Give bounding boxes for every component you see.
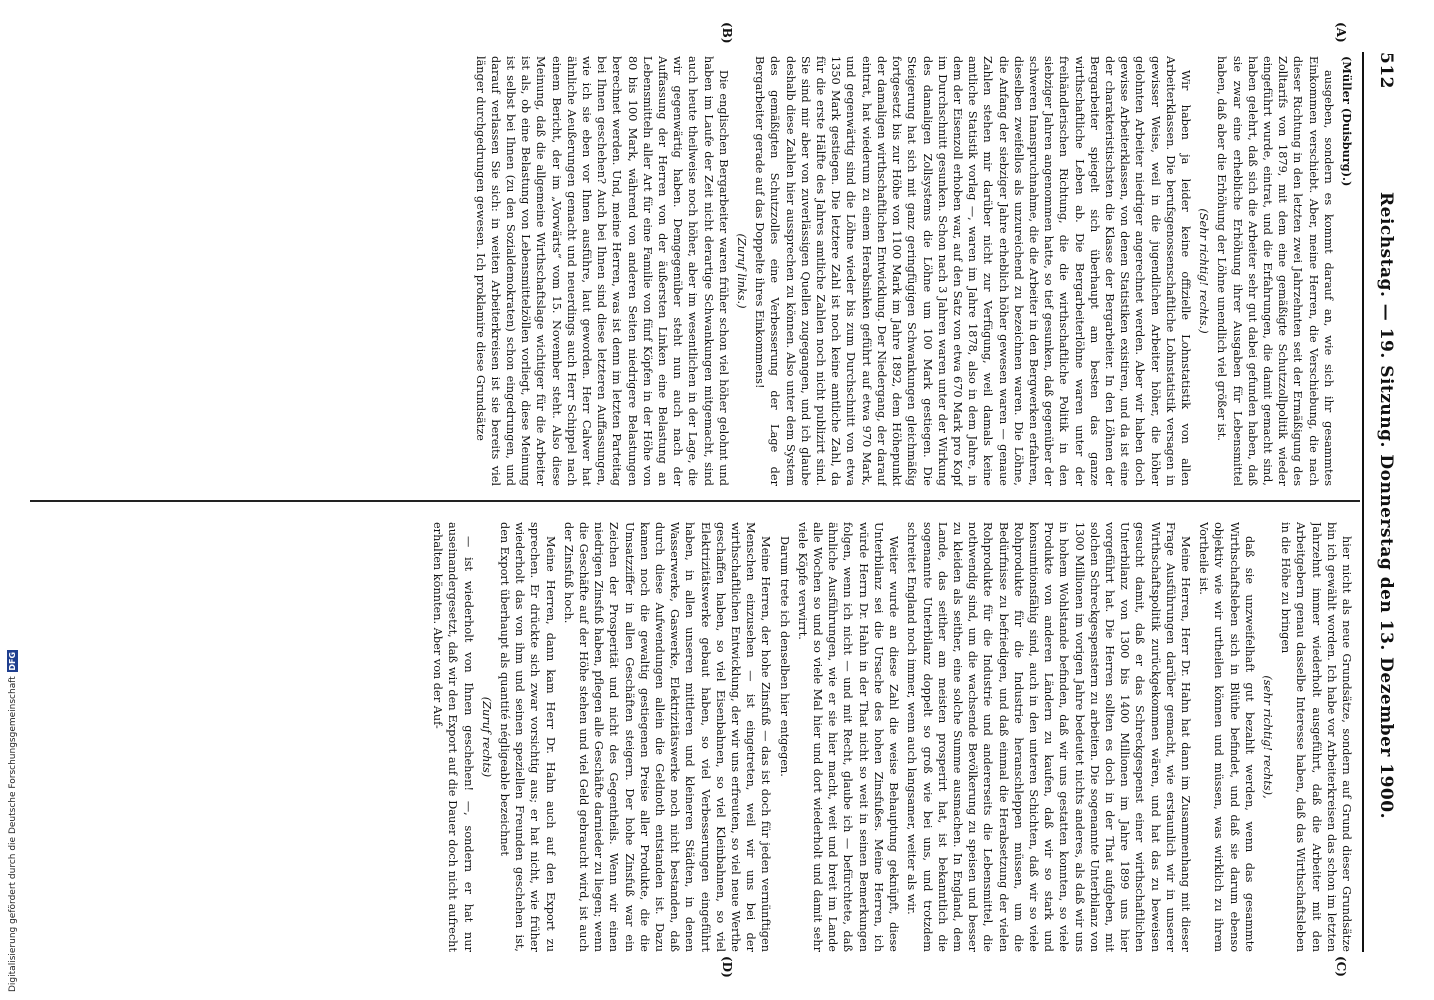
speaker-line: (Müller (Duisburg).) xyxy=(1340,56,1354,187)
paragraph: Wir haben ja leider keine offizielle Lohnstatistik von allen Arbeiterklassen. Die berufsgenossenschaftliche Lohnstatistik versagen in gewisser Weise, weil in die jugendlichen Arbeiter höher, die höher gelohnten Arbeiter niedriger angerechnet werden. Aber wir haben doch gewisse Arbeiterklassen, von denen Statistiken existiren, und da ist eine der charakteristischsten die Klasse der Bergarbeiter. In den Löhnen der Bergarbeiter spiegelt sich überhaupt am besten das ganze wirthschaftliche Leben ab. Die Bergarbeiterlöhne waren unter der freihändlerischen Richtung, die die wirthschaftliche Politik in den siebziger Jahren angenommen hatte, so tief gesunken, daß gegenüber der schweren Inanspruchnahme, die die Arbeiter in den Bergwerken erfahren, dieselben zweifellos als unzureichend zu bezeichnen waren. Die Löhne, die Anfang der siebziger Jahre erheblich höher gewesen waren — genaue Zahlen stehen mir darüber nicht zur Verfügung, weil damals keine amtliche Statistik vorlag —, waren im Jahre 1878, also in dem Jahre, in dem der Eisenzoll erhoben war, auf den Satz von etwa 670 Mark pro Kopf im Durchschnitt gesunken. Schon nach 3 Jahren waren unter der Wirkung des damaligen Zollsystems die Löhne um 100 Mark gestiegen. Die Steigerung hat sich mit ganz geringfügigen Schwankungen gleichmäßig fortgesetzt bis zur Höhe von 1100 Mark im Jahre 1892, dem Höhepunkt der damaligen wirthschaftlichen Entwicklung. Der Niedergang, der darauf eintrat, hat wiederum zu einem Herabsinken geführt auf etwa 970 Mark, und gegenwärtig sind die Löhne wieder bis zum Durchschnitt von etwa 1350 Mark gestiegen. Die letztere Zahl ist noch keine amtliche Zahl, da für die erste Hälfte des Jahres amtliche Zahlen noch nicht publizirt sind. Sie sind mir aber von zuverlässigen Quellen zugegangen, und ich glaube deshalb diese Zahlen hier aussprechen zu können. Also unter dem System des gemäßigten Schutzzolles eine Verbesserung der Lage der Bergarbeiter gerade auf das Doppelte ihres Einkommens! xyxy=(753,56,1192,486)
paragraph: Weiter wurde an diese Zahl die weise Behauptung geknüpft, diese Unterbilanz sei die Ursache des hohen Zinsfußes. Meine Herren, ich würde Herrn Dr. Hahn in der That nicht so weit in seinen Bemerkungen folgen, wenn ich nicht — und mit Recht, glaube ich — befürchtete, daß ähnliche Ausführungen, wie er sie hier macht, weit und breit im Lande alle Wochen so und so viele Mal hier und dort wiederholt und damit sehr viele Köpfe verwirrt. xyxy=(795,522,901,952)
paragraph: — ist wiederholt von Ihnen geschehen! —, sondern er hat nur auseinandergesetzt, daß wir den Export auf die Dauer doch nicht aufrecht erhalten könnten. Aber von der Auf- xyxy=(431,522,475,952)
paragraph: Die englischen Bergarbeiter waren früher schon viel höher gelohnt und haben im Laufe der Zeit nicht derartige Schwankungen mitgemacht, sind auch heute theilweise noch höher, aber im wesentlichen in der Lage, die wir gegenwärtig haben. Demgegenüber steht nun auch nach der Auffassung der Herren von der äußersten Linken eine Belastung an Lebensmitteln aller Art für eine Familie von fünf Köpfen in der Höhe von 80 bis 100 Mark, während von anderen Seiten niedrigere Belastungen berechnet werden. Und, meine Herren, was ist denn im letzten Parteitag bei Ihnen geschehen? Auch bei Ihnen sind diese letzteren Auffassungen, wie ich sie eben vor Ihnen ausführe, laut geworden. Herr Calwer hat ähnliche Aeußerungen gemacht und neuerdings auch Herr Schippel nach einem Bericht, der im „Vorwärts“ vom 15. November steht. Also diese Meinung, daß die allgemeine Wirthschaftslage wichtiger für die Arbeiter ist als, ob eine Belastung von Lebensmittelzöllen vorliegt, diese Meinung ist selbst bei Ihnen (zu den Sozialdemokraten) schon eingedrungen, und darauf verlassen Sie sich: in weiten Arbeiterkreisen ist sie bereits viel länger durchgedrungen gewesen. Ich proklamire diese Grundsätze xyxy=(473,56,730,486)
header-rule xyxy=(1362,52,1364,952)
margin-marker-b: (B) xyxy=(720,22,734,44)
paragraph: ausgeben, sondern es kommt darauf an, wie sich ihr gesammtes Einkommen verschiebt. Aber, meine Herren, die Verschiebung, die nach dieser Richtung in den letzten zwei Jahrzehnten seit der Ermäßigung des Zolltarifs von 1879, mit dem eine gemäßigte Schutzzollpolitik wieder eingeführt wurde, eintrat, und die Erfahrungen, die damit gemacht sind, haben gelehrt, daß sich die Arbeiter sehr gut dabei gefunden haben, daß sie zwar eine erhebliche Erhöhung ihrer Ausgaben für Lebensmittel haben, daß aber die Erhöhung der Löhne unendlich viel größer ist. xyxy=(1215,56,1335,486)
paragraph: daß sie unzweifelhaft gut bezahlt werden, wenn das gesammte Wirthschaftsleben sich in Blüthe befindet, und daß sie darum ebenso objektiv wie wir urtheilen können und müssen, was wirklich zu ihrem Vortheile ist. xyxy=(1197,522,1256,952)
paragraph: Darum trete ich denselben hier entgegen. xyxy=(777,536,791,777)
margin-marker-d: (D) xyxy=(720,956,734,978)
column-divider xyxy=(30,500,1360,502)
margin-marker-c: (C) xyxy=(1334,956,1348,977)
interjection: (Sehr richtig! rechts.) xyxy=(1197,208,1211,334)
dfg-logo: DFG xyxy=(8,651,17,671)
digitization-credit xyxy=(7,650,18,992)
right-column xyxy=(34,522,1354,952)
interjection: (sehr richtig! rechts), xyxy=(1260,675,1274,799)
interjection: (Zuruf rechts) xyxy=(479,696,493,778)
paragraph: Meine Herren, Herr Dr. Hahn hat dann im Zusammenhang mit dieser Frage Ausführungen darüber gemacht, wie erstaunlich wir in unserer Wirthschaftspolitik zurückgekommen wären, und hat das zu beweisen gesucht damit, daß er das Schreckgespenst einer wirthschaftlichen Unterbilanz von 1300 bis 1400 Millionen im Jahre 1899 uns hier vorgeführt hat. Die Herren sollten es doch in der That aufgeben, mit solchen Schreckgespenstern zu arbeiten. Die sogenannte Unterbilanz von 1300 Millionen im vorigen Jahre bedeutet nichts anderes, als daß wir uns in hohem Wohlstande befinden, daß wir uns gestatten konnten, so viele Produkte von anderen Ländern zu kaufen, daß wir so stark und konsumtionsfähig sind, auch in den unteren Schichten, daß wir so viele Rohprodukte für die Industrie heranschleppen müssen, um die Bedürfnisse zu befriedigen, und daß einmal die Herabsetzung der vielen Rohprodukte für die Industrie und andererseits die Lebensmittel, die nothwendig sind, um die wachsende Bevölkerung zu speisen und besser zu kleiden als seither, eine solche Summe ausmachen. In England, dem Lande, das seither am meisten prosperirt hat, ist bekanntlich die sogenannte Unterbilanz doppelt so groß wie bei uns, und trotzdem schreitet England noch immer, wenn auch langsamer, weiter als wir. xyxy=(905,522,1192,952)
page-title: Reichstag. — 19. Sitzung. Donnerstag den 13. Dezember 1900. xyxy=(1376,192,1396,819)
page-number: 512 xyxy=(1376,52,1396,89)
page-header xyxy=(1368,52,1404,952)
interjection: (Zuruf links.) xyxy=(735,233,749,309)
paragraph: Meine Herren, dann kam Herr Dr. Hahn auch auf den Export zu sprechen. Er drückte sich zwar vorsichtig aus; er hat nicht, wie früher wiederholt das von ihm und seinen speziellen Freunden geschehen ist, den Export überhaupt als quantité négligeable bezeichnet xyxy=(498,522,557,952)
credit-text: Digitalisierung gefördert durch die Deutsche Forschungsgemeinschaft xyxy=(7,676,18,992)
margin-marker-a: (A) xyxy=(1334,22,1348,43)
paragraph: hier nicht als neue Grundsätze, sondern auf Grund dieser Grundsätze bin ich gewählt worden. Ich habe vor Arbeiterkreisen das schon im letzten Jahrzehnt immer wiederholt ausgeführt, daß die Arbeiter mit den Arbeitgebern genau dasselbe Interesse haben, daß das Wirthschaftsleben in die Höhe zu bringen xyxy=(1279,522,1353,952)
paragraph: Meine Herren, der hohe Zinsfuß — das ist doch für jeden vernünftigen Menschen einzusehen — ist eingetreten, weil wir uns bei der wirthschaftlichen Entwicklung, der wir uns erfreuten, so viel neue Werthe geschaffen haben, so viel Eisenbahnen, so viel Kleinbahnen, so viel Elektrizitätswerke gebaut haben, so viel Verbesserungen eingeführt haben, in allen unseren mittleren und kleineren Städten, in denen Wasserwerke, Gaswerke, Elektrizitätswerke noch nicht bestanden, daß durch diese Aufwendungen allein die Geldnoth entstanden ist. Dazu kamen noch die gewaltig gestiegenen Preise aller Produkte, die die Umsatzziffer in allen Geschäften steigern. Der hohe Zinsfuß war ein Zeichen der Prosperität und nicht des Gegentheils. Wenn wir einen niedrigen Zinsfuß haben, pflegen alle Geschäfte darnieder zu liegen; wenn die Geschäfte auf der Höhe stehen und viel Geld gebraucht wird, ist auch der Zinsfuß hoch. xyxy=(561,522,773,952)
left-column xyxy=(34,56,1354,486)
